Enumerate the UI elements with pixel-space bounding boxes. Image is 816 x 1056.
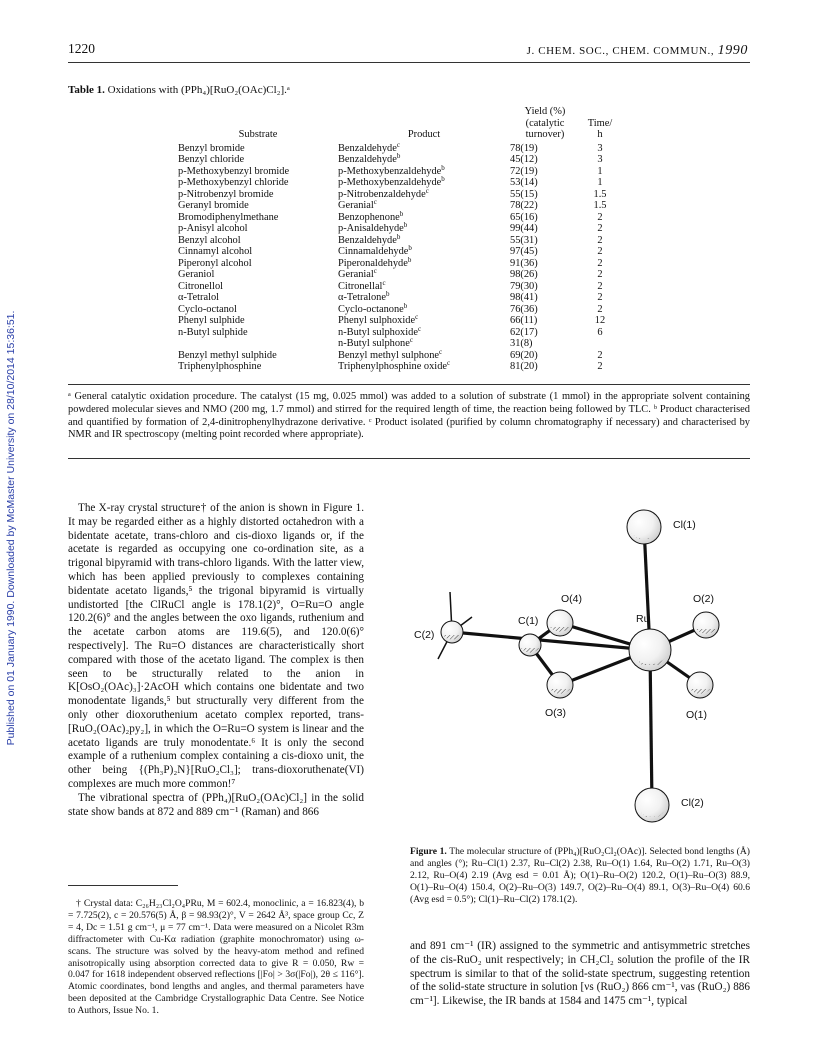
product-footnote-mark: c	[447, 359, 451, 367]
cell-product	[338, 255, 510, 270]
cell-substrate	[178, 281, 338, 293]
table-footnote-rule	[68, 458, 750, 459]
cell-yield-text: 99(44)	[510, 223, 538, 234]
cell-product	[338, 186, 510, 201]
atom-cl2	[635, 788, 669, 822]
cell-time-text: 3	[597, 142, 603, 154]
cell-product-text: Phenyl sulphoxide	[338, 315, 416, 326]
cell-time-text: 3	[597, 154, 603, 165]
table-row	[178, 166, 620, 178]
table-row	[178, 246, 620, 258]
cell-yield-text: 66(11)	[510, 315, 538, 326]
table-row	[178, 235, 620, 247]
body-left-paragraph-1: The X-ray crystal structure† of the anion is shown in Figure 1. It may be regarded either as a highly distorted octahedron with a bidentate acetate, trans-chloro and cis-dioxo ligands or, if the acetate is regarded as occupying one co-ordination site, as a trigonal bipyramid with trans-chloro ligands. With the latter view, which has been applied previously to complexes containing bidentate acetato ligands,⁵ the trigonal bipyramid is virtually undistorted [the ClRuCl angle is 178.1(2)°, O=Ru=O angle 120.2(6)° and the angles between the oxo ligands, ruthenium and the acetate carbon atoms are 119.6(5), and 120.0(6)° respectively]. The Ru=O distances are characteristically short compared with those of the acetato ligand. The complex is then seen to be structurally related to the anion in K[OsO₂(OAc)₃]·2AcOH which contains one bidentate and two monodentate ligands,⁵ but structurally very different from the only other dioxoruthenium acetato complex reported, trans-[RuO₂(OAc)₂py₂], in which the O=Ru=O system is linear and the acetato ligands are truly monodentate.⁶ It is only the second example of a ruthenium complex containing a cis-dioxo unit, the other being {(Ph₃P)₂N}[RuO₂Cl₃]; trans-dioxoruthenate(VI) complexes are much more common!⁷	[68, 502, 364, 790]
cell-substrate-text: Citronellol	[178, 280, 224, 292]
cell-product-text: Cyclo-octanone	[338, 303, 404, 315]
cell-substrate	[178, 258, 338, 270]
cell-substrate-text: p-Nitrobenzyl bromide	[178, 188, 274, 200]
table-row	[178, 269, 620, 281]
cell-product	[338, 315, 510, 327]
table-footnote: ᵃ General catalytic oxidation procedure. The catalyst (15 mg, 0.025 mmol) was added to a solution of substrate (1 mmol) in the appropriate solvent containing powdered molecular sieves and NMO (200 mg, 1.7 mmol) and stirred for the required length of time, the reaction being followed by TLC. ᵇ Product characterised and quantified by formation of 2,4-dinitrophenylhydrazone derivative. ᶜ Product isolated (purified by column chromatography if necessary) and characterised by NMR and IR spectroscopy (melting point recorded where appropriate).	[68, 391, 750, 441]
product-footnote-mark: c	[417, 324, 422, 333]
atom-o1	[687, 672, 713, 698]
cell-substrate	[178, 154, 338, 166]
download-sidebar	[0, 0, 22, 1056]
cell-product-text: p-Methoxybenzaldehyde	[338, 177, 442, 188]
cell-yield-text: 81(20)	[510, 361, 538, 372]
cell-product	[338, 347, 510, 362]
label-c2: C(2)	[414, 629, 435, 641]
cell-time	[580, 200, 620, 212]
cell-substrate-text: α-Tetralol	[178, 292, 220, 303]
product-footnote-mark: c	[439, 347, 443, 356]
cell-substrate	[178, 361, 338, 373]
cell-substrate-text: Phenyl sulphide	[178, 315, 245, 326]
cell-product	[338, 209, 510, 224]
col-yield-line2: (catalytic	[525, 117, 565, 129]
table-row	[178, 304, 620, 316]
cell-substrate	[178, 327, 338, 339]
product-footnote-mark: c	[373, 267, 377, 275]
table-row	[178, 292, 620, 304]
label-c1: C(1)	[518, 615, 539, 627]
cell-time	[580, 177, 620, 189]
cell-time-text: 1	[597, 177, 603, 188]
cell-product	[338, 269, 510, 281]
oxidation-table	[178, 106, 620, 373]
molecular-structure-figure	[410, 505, 750, 835]
cell-yield-text: 97(45)	[510, 246, 538, 257]
cell-time	[580, 292, 620, 304]
cell-substrate-text: Benzyl alcohol	[178, 234, 241, 246]
cell-time	[580, 258, 620, 270]
cell-time-text: 2	[597, 361, 603, 372]
cell-product-text: Benzophenone	[338, 211, 400, 223]
col-time-line2: h	[597, 129, 603, 140]
cell-substrate-text: Triphenylphosphine	[178, 361, 262, 372]
cell-time	[580, 304, 620, 316]
cell-yield	[510, 189, 580, 201]
header-rule	[68, 62, 750, 63]
atom-o4	[547, 610, 573, 636]
cell-yield-text: 45(12)	[510, 154, 538, 165]
cell-product	[338, 338, 510, 350]
body-left-column	[68, 502, 364, 819]
col-substrate: Substrate	[238, 129, 278, 140]
col-product: Product	[407, 129, 441, 140]
cell-time-text: 12	[594, 315, 606, 326]
crystal-data-text: † Crystal data: C₂₆H₂₃Cl₂O₄PRu, M = 602.4, monoclinic, a = 16.823(4), b = 7.725(2), c = 20.576(5) Å, β = 98.93(2)°, V = 2642 Å³, space group Cc, Z = 4, Dc = 1.51 g cm⁻¹, μ = 77 cm⁻¹. Data were measured on a Nicolet R3m diffractometer with Cu-Kα radiation (graphite monochromator) using ω-scans. The structure was solved by the heavy-atom method and refined anisotropically using absorption corrected data to give R = 0.050, Rw = 0.047 for 1618 independent observed reflections [|Fo| > 3σ(|Fo|), 2θ ≤ 116°]. Atomic coordinates, bond lengths and angles, and thermal parameters have been deposited at the Cambridge Crystallographic Data Centre. See Notice to Authors, Issue No. 1.	[68, 898, 364, 1017]
cell-substrate	[178, 177, 338, 189]
cell-time	[580, 223, 620, 235]
cell-product-text: Benzaldehyde	[338, 154, 397, 165]
cell-product-text: Benzaldehyde	[338, 234, 397, 246]
cell-substrate-text: Benzyl bromide	[178, 142, 245, 154]
cell-substrate-text: Benzyl chloride	[178, 154, 245, 165]
cell-yield	[510, 304, 580, 316]
cell-substrate-text: Geranyl bromide	[178, 200, 249, 211]
figure-caption	[410, 846, 750, 906]
cell-yield	[510, 177, 580, 189]
product-footnote-mark: c	[382, 278, 386, 287]
product-footnote-mark: c	[373, 198, 377, 206]
atom-cl1	[627, 510, 661, 544]
col-time	[580, 106, 620, 143]
cell-product-text: Benzyl methyl sulphone	[338, 349, 440, 361]
cell-time-text: 2	[597, 211, 603, 223]
cell-yield-text: 91(36)	[510, 257, 538, 269]
cell-product-text: Benzaldehyde	[338, 142, 397, 154]
cell-substrate	[178, 292, 338, 304]
cell-substrate	[178, 338, 338, 350]
cell-time	[580, 246, 620, 258]
cell-product-text: Triphenylphosphine oxide	[338, 361, 448, 372]
atom-o3	[547, 672, 573, 698]
product-footnote-mark: b	[403, 221, 408, 229]
col-yield-line1: Yield (%)	[524, 106, 566, 117]
cell-yield	[510, 223, 580, 235]
table-row	[178, 338, 620, 350]
cell-substrate	[178, 166, 338, 178]
cell-time	[580, 361, 620, 373]
table-row	[178, 327, 620, 339]
cell-yield	[510, 212, 580, 224]
atoms	[441, 510, 719, 822]
product-footnote-mark: c	[409, 336, 413, 344]
cell-product	[338, 301, 510, 316]
cell-yield-text: 55(15)	[510, 188, 538, 200]
col-yield-line3: turnover)	[525, 129, 565, 140]
journal-name: J. CHEM. SOC., CHEM. COMMUN.,	[526, 45, 715, 57]
atom-o2	[693, 612, 719, 638]
table-row	[178, 361, 620, 373]
cell-time	[580, 212, 620, 224]
cell-substrate-text: Geraniol	[178, 269, 215, 280]
cell-time	[580, 350, 620, 362]
cell-yield	[510, 269, 580, 281]
product-footnote-mark: c	[396, 140, 400, 149]
page-number: 1220	[68, 41, 95, 56]
cell-substrate	[178, 143, 338, 155]
cell-substrate	[178, 223, 338, 235]
label-cl2: Cl(2)	[681, 797, 704, 809]
figure-caption-text: The molecular structure of (PPh₄)[RuO₂Cl₂(OAc)]. Selected bond lengths (Å) and angles (°); Ru–Cl(1) 2.37, Ru–Cl(2) 2.38, Ru–O(1) 1.64, Ru–O(2) 1.71, Ru–O(3) 2.12, Ru–O(4) 2.19 (Avg esd = 0.01 Å); O(1)–Ru–O(2) 120.2, O(1)–Ru–O(3) 88.9, O(1)–Ru–O(4) 150.4, O(2)–Ru–O(3) 149.7, O(2)–Ru–O(4) 89.1, O(3)–Ru–O(4) 60.6 (Avg esd = 0.5°); Cl(1)–Ru–Cl(2) 178.1(2).	[410, 846, 750, 905]
cell-substrate-text: n-Butyl sulphide	[178, 326, 248, 338]
cell-substrate	[178, 189, 338, 201]
cell-product-text: Piperonaldehyde	[338, 257, 408, 269]
atom-c1	[519, 634, 541, 656]
cell-product	[338, 163, 510, 178]
table-caption-text: Oxidations with (PPh₄)[RuO₂(OAc)Cl₂].ᵃ	[107, 84, 290, 96]
table-row	[178, 212, 620, 224]
label-cl1: Cl(1)	[673, 519, 696, 531]
product-footnote-mark: b	[407, 255, 412, 264]
col-yield	[510, 106, 580, 143]
cell-product-text: p-Anisaldehyde	[338, 223, 404, 234]
cell-yield-text: 72(19)	[510, 165, 538, 177]
cell-product-text: Citronellal	[338, 280, 383, 292]
cell-yield	[510, 315, 580, 327]
table-caption	[68, 84, 290, 96]
body-right-column	[410, 940, 750, 1009]
cell-time	[580, 327, 620, 339]
cell-substrate	[178, 350, 338, 362]
cell-time	[580, 189, 620, 201]
cell-yield-text: 31(8)	[510, 338, 533, 349]
cell-yield-text: 69(20)	[510, 349, 538, 361]
cell-product	[338, 324, 510, 339]
atom-c2	[441, 621, 463, 643]
cell-yield	[510, 154, 580, 166]
cell-product-text: Cinnamaldehyde	[338, 246, 409, 257]
product-footnote-mark: b	[403, 301, 408, 310]
cell-time	[580, 235, 620, 247]
cell-substrate	[178, 269, 338, 281]
journal-header	[527, 43, 748, 59]
cell-yield	[510, 235, 580, 247]
cell-yield	[510, 350, 580, 362]
cell-time-text: 2	[597, 257, 603, 269]
body-left-paragraph-2: The vibrational spectra of (PPh₄)[RuO₂(OAc)Cl₂] in the solid state show bands at 872 and 889 cm⁻¹ (Raman) and 866	[68, 791, 364, 818]
cell-substrate-text: Cinnamyl alcohol	[178, 246, 253, 257]
cell-yield	[510, 292, 580, 304]
cell-yield-text: 62(17)	[510, 326, 538, 338]
cell-yield-text: 78(19)	[510, 142, 538, 154]
table-header-row	[178, 106, 620, 143]
table-bottom-rule	[68, 384, 750, 385]
cell-yield	[510, 143, 580, 155]
cell-product-text: n-Butyl sulphone	[338, 338, 410, 349]
cell-time-text: 2	[597, 303, 603, 315]
col-time-line1: Time/	[587, 117, 613, 129]
cell-yield	[510, 246, 580, 258]
cell-time	[580, 269, 620, 281]
table-row	[178, 350, 620, 362]
cell-substrate-text: p-Anisyl alcohol	[178, 223, 248, 234]
cell-yield-text: 55(31)	[510, 234, 538, 246]
cell-product	[338, 292, 510, 304]
table-row	[178, 177, 620, 189]
cell-time-text: 2	[597, 349, 603, 361]
cell-substrate	[178, 246, 338, 258]
crystal-data-footnote	[68, 898, 364, 1017]
cell-substrate	[178, 200, 338, 212]
cell-time	[580, 315, 620, 327]
table-row	[178, 315, 620, 327]
cell-time-text: 2	[597, 269, 603, 280]
cell-time-text: 1	[597, 165, 603, 177]
cell-substrate	[178, 235, 338, 247]
cell-substrate-text: Cyclo-octanol	[178, 303, 237, 315]
product-footnote-mark: b	[408, 244, 412, 252]
cell-time-text: 2	[597, 223, 603, 234]
cell-time-text: 2	[597, 292, 603, 303]
cell-product-text: p-Methoxybenzaldehyde	[338, 165, 442, 177]
cell-product	[338, 223, 510, 235]
cell-substrate-text: Bromodiphenylmethane	[178, 211, 279, 223]
footnote-rule	[68, 885, 178, 886]
product-footnote-mark: b	[396, 152, 401, 160]
cell-product-text: Geranial	[338, 269, 374, 280]
bonds	[438, 527, 706, 805]
table-row	[178, 154, 620, 166]
cell-yield	[510, 361, 580, 373]
cell-time	[580, 281, 620, 293]
cell-substrate	[178, 212, 338, 224]
cell-yield-text: 65(16)	[510, 211, 538, 223]
cell-time	[580, 338, 620, 350]
cell-time	[580, 143, 620, 155]
cell-substrate-text: Benzyl methyl sulphide	[178, 349, 277, 361]
body-right-paragraph-1: and 891 cm⁻¹ (IR) assigned to the symmetric and antisymmetric stretches of the cis-RuO₂ unit respectively; in CH₂Cl₂ solution the profile of the IR spectrum is similar to that of the solid-state spectrum, suggesting retention of the solid-state structure in solution [νs (RuO₂) 866 cm⁻¹, νas (RuO₂) 886 cm⁻¹]. Likewise, the IR bands at 1584 and 1475 cm⁻¹, typical	[410, 940, 750, 1008]
cell-product	[338, 140, 510, 155]
cell-product-text: Geranial	[338, 200, 374, 211]
cell-time-text: 1.5	[593, 188, 607, 200]
atom-ru	[629, 629, 671, 671]
cell-yield	[510, 166, 580, 178]
cell-yield	[510, 281, 580, 293]
cell-substrate	[178, 304, 338, 316]
label-ru: Ru	[636, 613, 650, 625]
cell-time-text: 2	[597, 234, 603, 246]
table-row	[178, 281, 620, 293]
cell-substrate	[178, 315, 338, 327]
cell-time-text: 6	[597, 326, 603, 338]
table-body	[178, 140, 620, 373]
cell-product-text: p-Nitrobenzaldehyde	[338, 188, 426, 200]
cell-product	[338, 200, 510, 212]
table-row	[178, 258, 620, 270]
cell-product-text: α-Tetralone	[338, 292, 386, 303]
cell-time-text: 2	[597, 280, 603, 292]
cell-yield-text: 98(26)	[510, 269, 538, 280]
cell-product	[338, 278, 510, 293]
figure-caption-label: Figure 1.	[410, 846, 447, 857]
cell-time	[580, 154, 620, 166]
download-notice: Published on 01 January 1990. Downloaded by McMaster University on 28/10/2014 15:36:51.	[5, 310, 17, 746]
cell-yield	[510, 200, 580, 212]
product-footnote-mark: c	[425, 186, 429, 195]
cell-product	[338, 361, 510, 373]
cell-yield-text: 78(22)	[510, 200, 538, 211]
product-footnote-mark: b	[396, 232, 401, 241]
product-footnote-mark: b	[399, 209, 404, 218]
cell-yield-text: 79(30)	[510, 280, 538, 292]
cell-product	[338, 246, 510, 258]
cell-yield-text: 76(36)	[510, 303, 538, 315]
label-o1: O(1)	[686, 709, 707, 721]
cell-product	[338, 154, 510, 166]
cell-time-text: 2	[597, 246, 603, 257]
label-o3: O(3)	[545, 707, 566, 719]
cell-yield-text: 98(41)	[510, 292, 538, 303]
cell-product	[338, 232, 510, 247]
label-o4: O(4)	[561, 593, 582, 605]
cell-yield	[510, 258, 580, 270]
cell-product	[338, 177, 510, 189]
product-footnote-mark: b	[386, 290, 390, 298]
journal-year: 1990	[717, 43, 748, 58]
cell-time-text: 1.5	[593, 200, 607, 211]
table-row	[178, 189, 620, 201]
cell-yield	[510, 338, 580, 350]
cell-product-text: n-Butyl sulphoxide	[338, 326, 418, 338]
cell-yield	[510, 327, 580, 339]
cell-yield-text: 53(14)	[510, 177, 538, 188]
product-footnote-mark: c	[415, 313, 419, 321]
bond-ru-cl2	[650, 650, 652, 805]
label-o2: O(2)	[693, 593, 714, 605]
cell-time	[580, 166, 620, 178]
cell-substrate-text: Piperonyl alcohol	[178, 257, 252, 269]
table-caption-label: Table 1.	[68, 84, 105, 96]
cell-substrate-text: p-Methoxybenzyl bromide	[178, 165, 290, 177]
product-footnote-mark: b	[441, 163, 445, 172]
cell-substrate-text: p-Methoxybenzyl chloride	[178, 177, 289, 188]
product-footnote-mark: b	[441, 175, 445, 183]
